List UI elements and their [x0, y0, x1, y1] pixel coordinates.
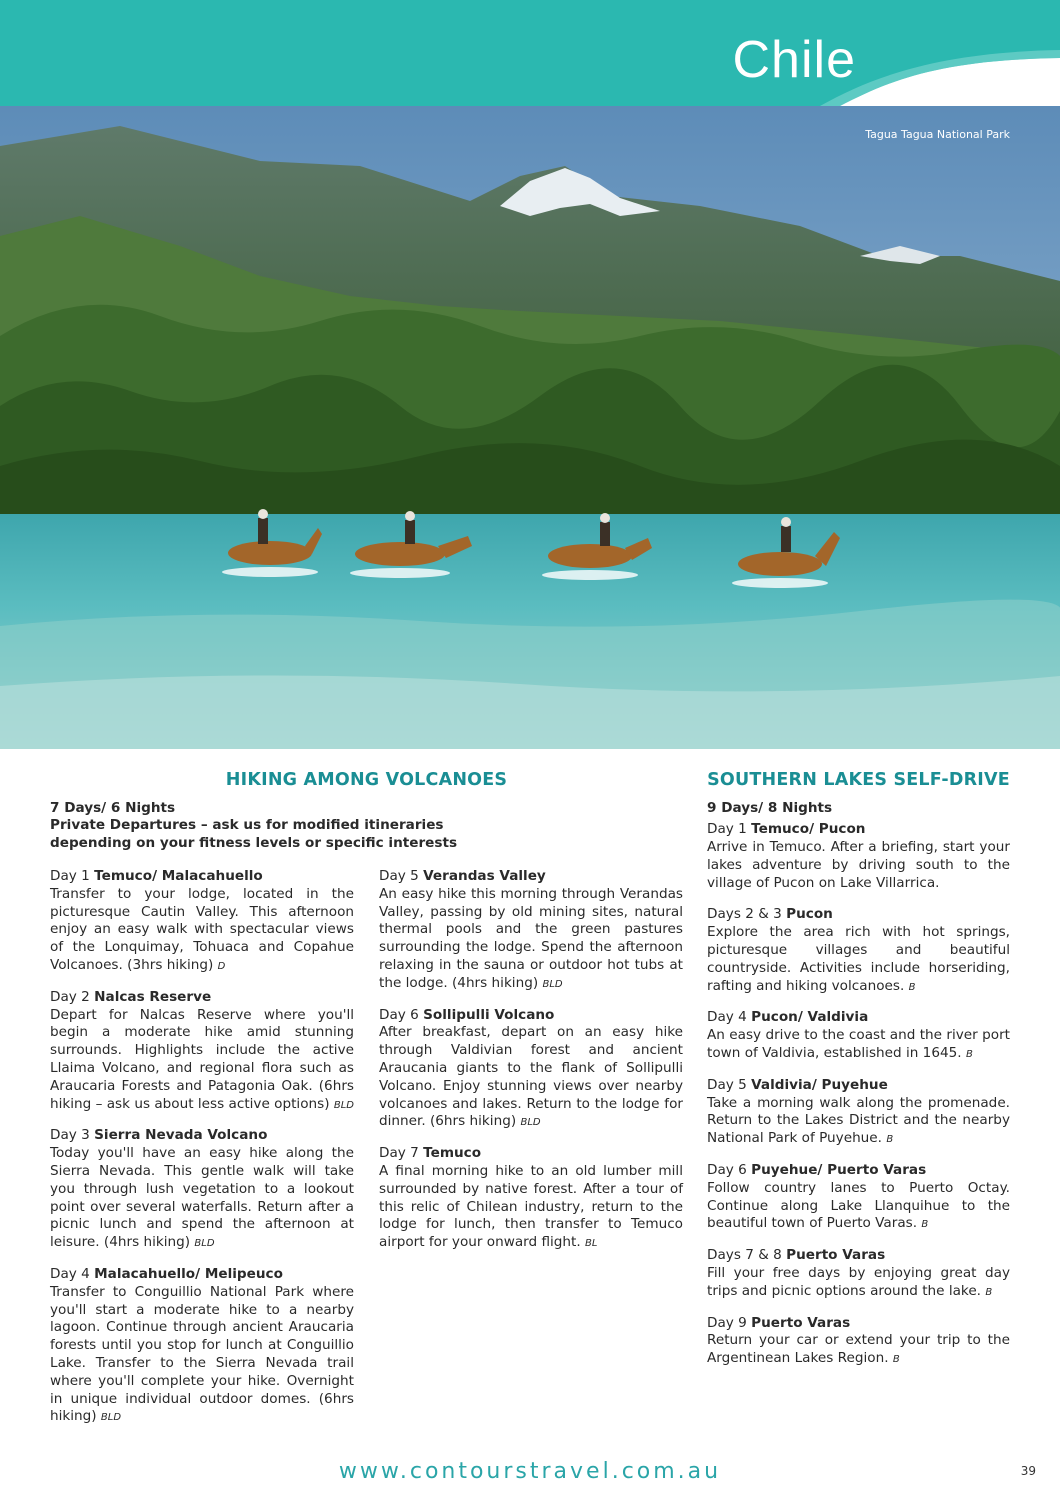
- day-description: [50, 1284, 354, 1427]
- hiking-duration: 7 Days/ 6 Nights: [50, 799, 176, 816]
- day-text: Depart for Nalcas Reserve where you'll begin a moderate hike amid stunning surrounds. Highlights include the active Llaima Volcano, and regional flora such as Araucaria Forests and Patagonia Oak. (6hrs hiking – ask us about less active options): [50, 1006, 354, 1112]
- day-text: An easy drive to the coast and the river port town of Valdivia, established in 1645.: [707, 1027, 1010, 1062]
- day-text: Transfer to your lodge, located in the picturesque Cautin Valley. This afternoon enjoy an easy walk with spectacular views of the Lonquimay, Tohuaca and Copahue Volcanoes. (3hrs hiking): [50, 885, 354, 973]
- country-title: Chile: [732, 31, 856, 89]
- itinerary-day: [50, 1266, 354, 1427]
- itinerary-day: [50, 868, 354, 976]
- day-place: Pucon: [786, 906, 833, 923]
- day-place: Temuco/ Pucon: [751, 821, 866, 838]
- hiking-note-line2: depending on your fitness levels or specific interests: [50, 834, 458, 851]
- day-meals: BLD: [194, 1238, 215, 1250]
- day-description: [50, 886, 354, 976]
- itinerary-day: [50, 1127, 354, 1253]
- page-header: [0, 0, 1060, 106]
- day-place: Puyehue/ Puerto Varas: [751, 1162, 927, 1179]
- day-place: Temuco: [423, 1145, 482, 1162]
- day-number: Day 4: [50, 1265, 90, 1282]
- day-number: Days 2 & 3: [707, 906, 782, 923]
- day-description: [50, 1007, 354, 1115]
- day-description: [707, 1180, 1010, 1234]
- day-text: Return your car or extend your trip to the Argentinean Lakes Region.: [707, 1332, 1010, 1367]
- day-place: Malacahuello/ Melipeuco: [94, 1265, 283, 1282]
- day-meals: D: [217, 960, 226, 972]
- day-heading: [50, 1127, 354, 1145]
- day-number: Day 6: [379, 1006, 419, 1023]
- hiking-section: [50, 772, 683, 1452]
- day-text: Take a morning walk along the promenade. Return to the Lakes District and the nearby National Park of Puyehue.: [707, 1094, 1010, 1147]
- day-heading: [707, 1247, 1010, 1265]
- day-meals: BLD: [520, 1117, 541, 1129]
- day-number: Day 5: [379, 868, 419, 884]
- day-meals: B: [921, 1219, 929, 1231]
- day-place: Temuco/ Malacahuello: [94, 868, 263, 884]
- day-heading: [379, 868, 683, 886]
- itinerary-day: [707, 1009, 1010, 1063]
- day-meals: B: [886, 1134, 894, 1146]
- lakes-section: [707, 772, 1010, 1382]
- day-number: Day 5: [707, 1076, 747, 1093]
- itinerary-day: [379, 1145, 683, 1253]
- day-place: Nalcas Reserve: [94, 988, 212, 1005]
- day-description: [379, 1163, 683, 1253]
- lakes-duration: 9 Days/ 8 Nights: [707, 799, 833, 816]
- day-number: Day 6: [707, 1162, 747, 1179]
- day-number: Day 2: [50, 988, 90, 1005]
- day-description: [707, 1027, 1010, 1064]
- itinerary-day: [707, 1077, 1010, 1149]
- day-place: Puerto Varas: [786, 1247, 886, 1264]
- day-heading: [379, 1007, 683, 1025]
- day-meals: BLD: [100, 1412, 122, 1424]
- hiking-title: HIKING AMONG VOLCANOES: [225, 770, 508, 790]
- day-text: A final morning hike to an old lumber mill surrounded by native forest. After a tour of this relic of Chilean industry, return to the lodge for lunch, then transfer to Temuco airport for your onward flight.: [379, 1162, 683, 1251]
- day-heading: [379, 1145, 683, 1163]
- day-place: Sierra Nevada Volcano: [94, 1127, 268, 1144]
- day-place: Verandas Valley: [423, 868, 546, 884]
- day-description: [379, 1024, 683, 1132]
- day-text: After breakfast, depart on an easy hike through Valdivian forest and ancient Araucania giants to the flank of Sollipulli Volcano. Enjoy stunning views over nearby volcanoes and lakes. Return to the lodge for dinner. (6hrs hiking): [379, 1024, 683, 1130]
- day-number: Day 7: [379, 1145, 419, 1162]
- day-place: Puerto Varas: [751, 1314, 851, 1331]
- day-text: An easy hike this morning through Verandas Valley, passing by old mining sites, natural thermal pools and the green pastures surrounding the lodge. Spend the afternoon relaxing in the sauna or outdoor hot tubs at the lodge. (4hrs hiking): [379, 885, 683, 991]
- day-description: [707, 1095, 1010, 1149]
- day-number: Day 3: [50, 1127, 90, 1144]
- day-description: [707, 1265, 1010, 1302]
- hero-photo: [0, 106, 1060, 749]
- day-description: [707, 1332, 1010, 1369]
- hiking-note-line1: Private Departures – ask us for modified itineraries: [50, 817, 444, 834]
- day-text: Follow country lanes to Puerto Octay. Continue along Lake Llanquihue to the beautiful town of Puerto Varas.: [707, 1179, 1010, 1232]
- day-description: [50, 1145, 354, 1253]
- day-heading: [707, 821, 1010, 839]
- day-description: [379, 886, 683, 994]
- day-place: Sollipulli Volcano: [423, 1006, 555, 1023]
- day-heading: [707, 1315, 1010, 1333]
- itinerary-day: [50, 989, 354, 1115]
- day-heading: [707, 1077, 1010, 1095]
- itinerary-day: [707, 821, 1010, 893]
- header-swoosh-graphic: [0, 0, 1060, 106]
- day-meals: B: [908, 981, 916, 993]
- page-number: 39: [1020, 1464, 1036, 1478]
- day-meals: B: [985, 1286, 993, 1298]
- day-number: Day 1: [50, 868, 90, 884]
- photo-caption: Tagua Tagua National Park: [865, 128, 1010, 141]
- day-heading: [707, 1162, 1010, 1180]
- hiking-days-col-1: [50, 868, 354, 1440]
- day-description: [707, 924, 1010, 996]
- day-heading: [707, 906, 1010, 924]
- hiking-days-col-2: [379, 868, 683, 1266]
- day-number: Day 1: [707, 821, 747, 838]
- day-text: Fill your free days by enjoying great day trips and picnic options around the lake.: [707, 1265, 1010, 1299]
- day-description: [707, 839, 1010, 893]
- day-number: Day 4: [707, 1009, 747, 1026]
- day-number: Days 7 & 8: [707, 1247, 782, 1264]
- lakes-title: SOUTHERN LAKES SELF-DRIVE: [707, 770, 1010, 790]
- day-meals: BLD: [542, 978, 563, 990]
- itinerary-day: [379, 868, 683, 994]
- day-text: Arrive in Temuco. After a briefing, start your lakes adventure by driving south to the village of Pucon on Lake Villarrica.: [707, 839, 1010, 891]
- day-heading: [707, 1009, 1010, 1027]
- day-text: Transfer to Conguillio National Park where you'll start a moderate hike to a nearby lagoon. Continue through ancient Araucaria forests until you stop for lunch at Conguillio Lake. Transfer to the Sierra Nevada trail where you'll complete your hike. Overnight in unique individual outdoor domes. (6hrs hiking): [50, 1283, 354, 1425]
- day-text: Explore the area rich with hot springs, picturesque villages and beautiful countryside. Activities include horseriding, rafting and hiking volcanoes.: [707, 924, 1010, 994]
- day-text: Today you'll have an easy hike along the Sierra Nevada. This gentle walk will take you through lush vegetation to a lookout point over several waterfalls. Return after a picnic lunch and spend the afternoon at leisure. (4hrs hiking): [50, 1145, 354, 1251]
- day-place: Valdivia/ Puyehue: [751, 1076, 888, 1093]
- itinerary-day: [707, 1315, 1010, 1369]
- day-heading: [50, 868, 354, 886]
- day-meals: BLD: [333, 1099, 354, 1111]
- day-meals: B: [892, 1354, 900, 1366]
- day-meals: B: [965, 1049, 973, 1061]
- itinerary-day: [379, 1007, 683, 1133]
- day-heading: [50, 1266, 354, 1284]
- day-heading: [50, 989, 354, 1007]
- itinerary-day: [707, 1247, 1010, 1301]
- website-link[interactable]: www.contourstravel.com.au: [338, 1459, 722, 1484]
- day-meals: BL: [585, 1238, 598, 1250]
- itinerary-day: [707, 1162, 1010, 1234]
- landscape-illustration: [0, 106, 1060, 749]
- itinerary-day: [707, 906, 1010, 996]
- day-place: Pucon/ Valdivia: [751, 1009, 869, 1026]
- day-number: Day 9: [707, 1314, 747, 1331]
